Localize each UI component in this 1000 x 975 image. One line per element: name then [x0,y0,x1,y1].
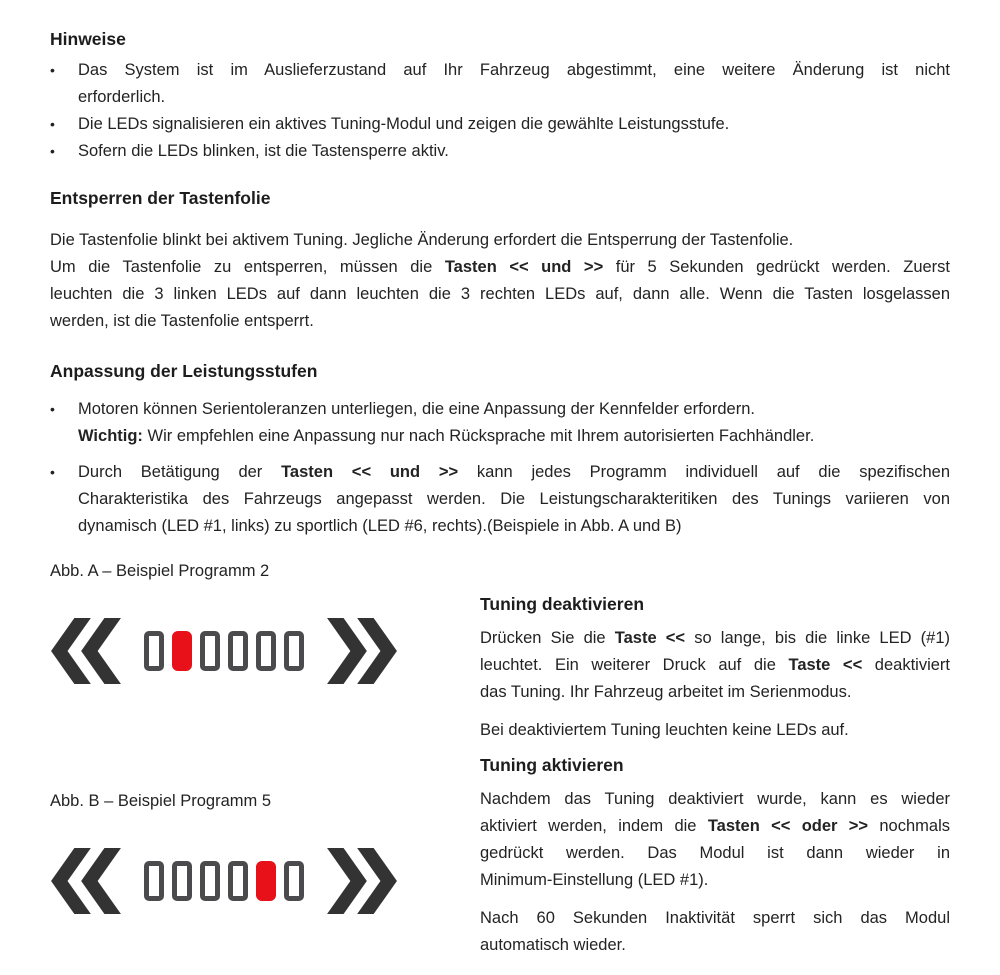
led-indicator-off [200,631,220,671]
section-heading-tuning-aktivieren: Tuning aktivieren [480,755,624,775]
led-strip [144,631,304,671]
text: Wir empfehlen eine Anpassung nur nach Rücksprache mit Ihrem autorisierten Fachhändler. [142,427,815,445]
text: Charakteristika des Fahrzeugs angepasst werden. Die Leistungscharakteritiken des Tunings variieren von [78,490,950,508]
paragraph [78,138,950,165]
list-item [50,57,950,111]
figures-column [50,560,480,959]
paragraph [50,254,950,335]
led-indicator-off [284,861,304,901]
text-line [480,867,950,894]
bullet-icon: • [50,464,55,480]
list-item [50,111,950,138]
led-indicator-off [284,631,304,671]
text-line [50,308,950,335]
text-line [78,111,950,138]
led-indicator-off [200,861,220,901]
bold-text: Tasten << und >> [444,258,604,276]
text: Nachdem das Tuning deaktiviert wurde, kann es wieder [480,790,950,808]
figure-a-led-graphic [50,612,480,690]
text-line [480,625,950,652]
text-line [78,423,950,450]
led-indicator-off [228,631,248,671]
bold-text: Tasten << oder >> [707,817,869,835]
bullet-text [78,111,950,138]
text: so lange, bis die linke LED (#1) [685,629,951,647]
text-line [78,57,950,84]
text: Die Tastenfolie blinkt bei aktivem Tuning. Jegliche Änderung erfordert die Entsperrung der Tastenfolie. [50,231,794,249]
double-chevron-left-icon [50,618,122,684]
text-line [480,717,950,744]
paragraph [78,459,950,540]
text-line [78,396,950,423]
led-indicator-off [228,861,248,901]
paragraph [78,423,950,450]
paragraph [480,905,950,959]
led-indicator-on [256,861,276,901]
text-line [480,905,950,932]
text: kann jedes Programm individuell auf die spezifischen [458,463,950,481]
section-anpassung [50,360,950,540]
section-entsperren [50,187,950,335]
text: werden, ist die Tastenfolie entsperrt. [50,312,314,330]
paragraph [78,111,950,138]
text-line [480,932,950,959]
text: Motoren können Serientoleranzen unterliegen, die eine Anpassung der Kennfelder erfordern. [78,400,755,418]
section-heading-anpassung: Anpassung der Leistungsstufen [50,361,318,381]
text: gedrückt werden. Das Modul ist dann wieder in [480,844,950,862]
figure-b-led-graphic [50,842,480,920]
text: Das System ist im Auslieferzustand auf Ihr Fahrzeug abgestimmt, eine weitere Änderung ist nicht [78,61,950,79]
bold-text: Tasten << und >> [281,463,459,481]
bullet-icon: • [50,401,55,417]
led-strip [144,861,304,901]
section-body [480,786,950,959]
paragraph [78,396,950,423]
paragraph [480,625,950,706]
figure-b-caption: Abb. B – Beispiel Programm 5 [50,792,272,810]
instructions-column [480,560,950,959]
bold-text: Taste << [614,629,686,647]
bold-text: Wichtig: [78,427,143,445]
paragraph [480,786,950,894]
text-line [78,486,950,513]
text-line [50,227,950,254]
bullet-list [50,57,950,165]
text: für 5 Sekunden gedrückt werden. Zuerst [603,258,950,276]
text-line [78,84,950,111]
text: leuchten die 3 linken LEDs auf dann leuchten die 3 rechten LEDs auf, dann alle. Wenn die Tasten losgelassen [50,285,950,303]
paragraph [50,227,950,254]
bold-text: Taste << [788,656,863,674]
section-heading-entsperren: Entsperren der Tastenfolie [50,188,271,208]
led-indicator-off [172,861,192,901]
text: Durch Betätigung der [78,463,282,481]
text-line [50,254,950,281]
text: das Tuning. Ihr Fahrzeug arbeitet im Serienmodus. [480,683,852,701]
text: automatisch wieder. [480,936,626,954]
bullet-text [78,57,950,111]
double-chevron-left-icon [50,848,122,914]
bullet-text [78,396,950,450]
text: leuchtet. Ein weiterer Druck auf die [480,656,789,674]
bullet-icon: • [50,62,55,78]
text-line [480,679,950,706]
double-chevron-right-icon [326,848,398,914]
text-line [480,786,950,813]
text: aktiviert werden, indem die [480,817,708,835]
paragraph [480,717,950,744]
list-item [50,138,950,165]
text-line [480,813,950,840]
led-indicator-on [172,631,192,671]
bullet-text [78,459,950,540]
bullet-icon: • [50,116,55,132]
double-chevron-right-icon [326,618,398,684]
text: dynamisch (LED #1, links) zu sportlich (LED #6, rechts).(Beispiele in Abb. A und B) [78,517,682,535]
section-heading-tuning-deaktivieren: Tuning deaktivieren [480,594,645,614]
text-line [78,459,950,486]
text: Nach 60 Sekunden Inaktivität sperrt sich das Modul [480,909,950,927]
text-line [50,281,950,308]
section-heading-hinweise: Hinweise [50,29,126,49]
text: Drücken Sie die [480,629,615,647]
figure-a-caption: Abb. A – Beispiel Programm 2 [50,562,270,580]
text: Die LEDs signalisieren ein aktives Tuning-Modul und zeigen die gewählte Leistungsstufe. [78,115,730,133]
paragraph [78,57,950,111]
list-item [50,459,950,540]
led-indicator-off [144,631,164,671]
led-indicator-off [256,631,276,671]
section-hinweise [50,28,950,165]
text: erforderlich. [78,88,166,106]
led-indicator-off [144,861,164,901]
text-line [480,840,950,867]
text: Minimum-Einstellung (LED #1). [480,871,709,889]
text: deaktiviert [862,656,950,674]
text: Sofern die LEDs blinken, ist die Tastensperre aktiv. [78,142,449,160]
list-item [50,396,950,450]
text: Um die Tastenfolie zu entsperren, müssen die [50,258,445,276]
two-column-area [50,560,950,959]
text: Bei deaktiviertem Tuning leuchten keine LEDs auf. [480,721,849,739]
text-line [78,138,950,165]
bullet-icon: • [50,143,55,159]
section-body [480,625,950,744]
text-line [78,513,950,540]
bullet-list [50,396,950,540]
text-line [480,652,950,679]
text: nochmals [868,817,950,835]
bullet-text [78,138,950,165]
section-body [50,227,950,335]
